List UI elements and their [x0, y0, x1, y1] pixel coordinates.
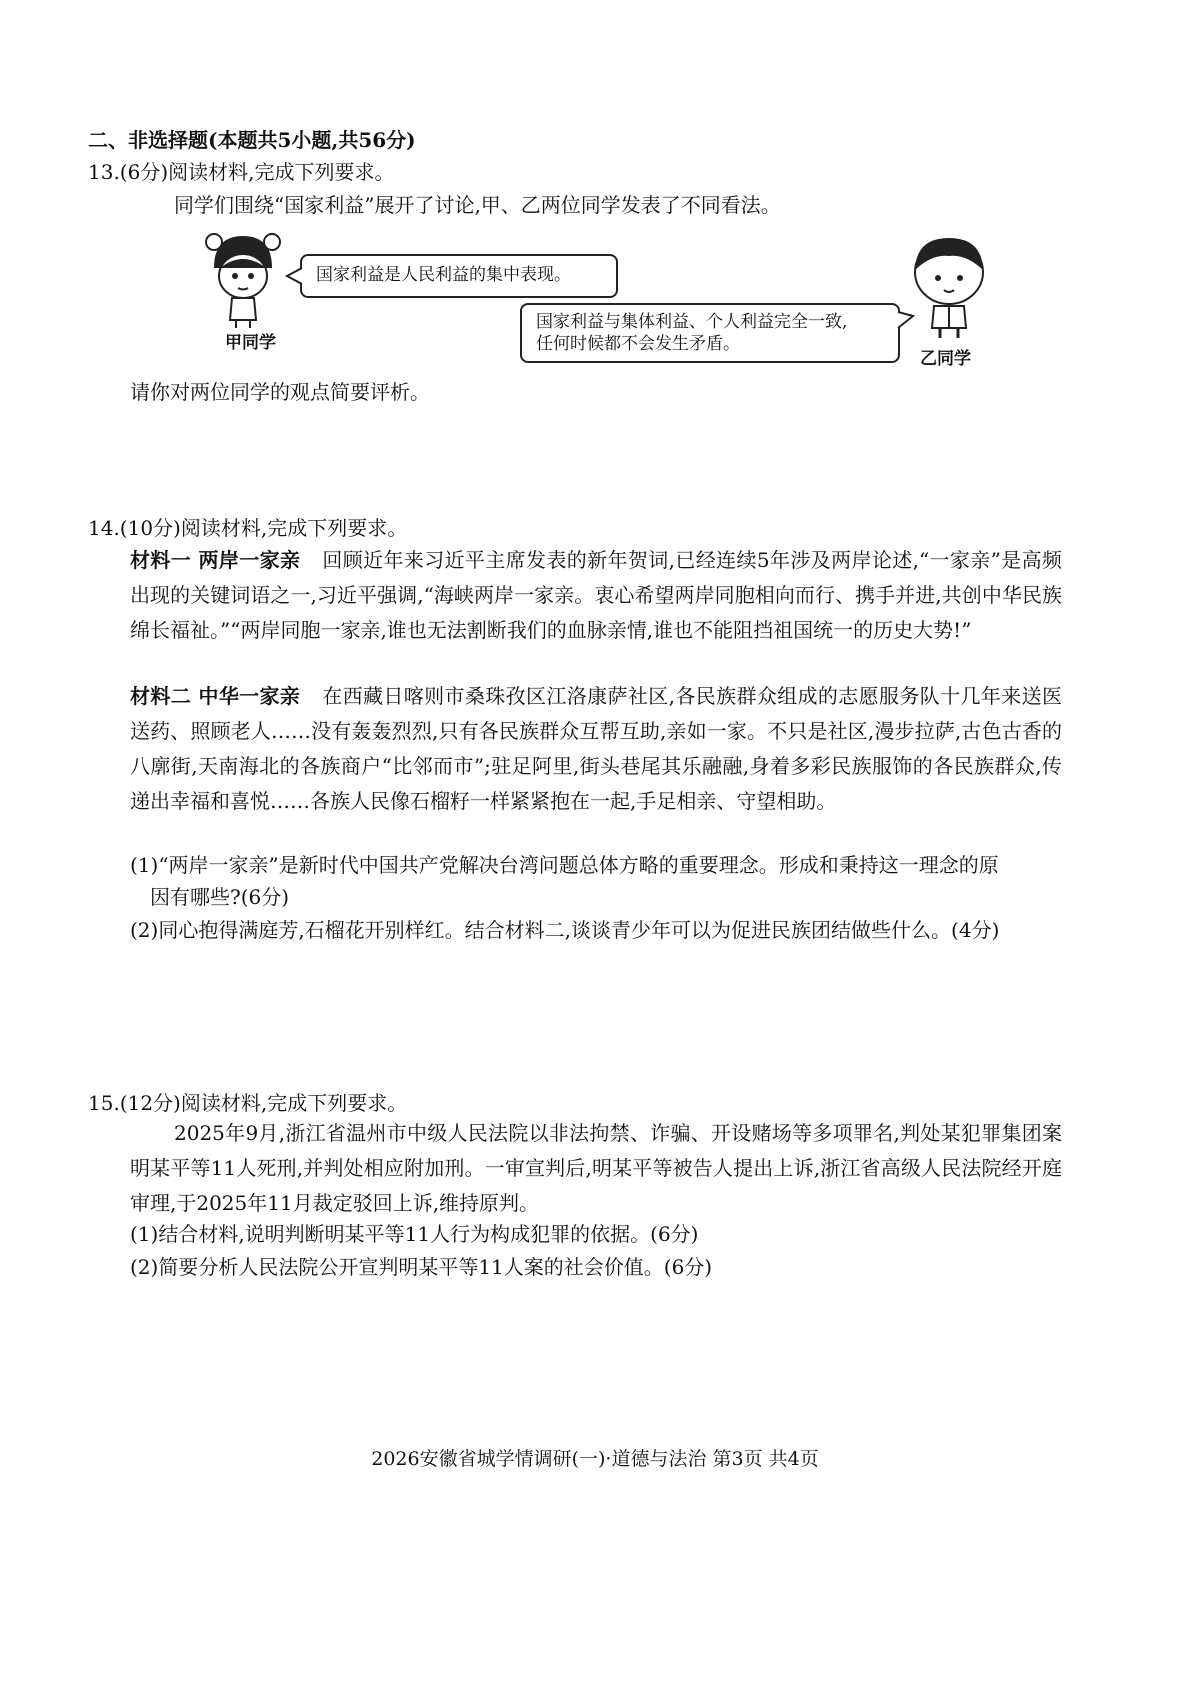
q14-material-1-text: 回顾近年来习近平主席发表的新年贺词,已经连续5年涉及两岸论述,“一家亲”是高频出现的关键词语之一,习近平强调,“海峡两岸一家亲。衷心希望两岸同胞相向而行、携手并进,共创中华民族绵长福祉。”“两岸同胞一家亲,谁也无法割断我们的血脉亲情,谁也不能阻挡祖国统一的历史大势!”	[130, 548, 1063, 642]
q14-material-2	[130, 679, 1062, 819]
q13-question: 请你对两位同学的观点简要评析。	[130, 380, 430, 404]
student-a-name: 甲同学	[225, 333, 276, 353]
q14-header: 14.(10分)阅读材料,完成下列要求。	[88, 516, 408, 540]
q14-material-1-label: 材料一 两岸一家亲	[130, 548, 301, 572]
student-b-speech-bubble	[520, 303, 900, 363]
q14-material-1	[130, 543, 1062, 648]
section-heading: 二、非选择题(本题共5小题,共56分)	[88, 128, 416, 152]
q14-subquestion-2: (2)同心抱得满庭芳,石榴花开别样红。结合材料二,谈谈青少年可以为促进民族团结做些什么。(4分)	[130, 918, 1000, 942]
q14-subquestion-1-line2: 因有哪些?(6分)	[150, 885, 290, 909]
q14-material-2-text: 在西藏日喀则市桑珠孜区江洛康萨社区,各民族群众组成的志愿服务队十几年来送医送药、照顾老人……没有轰轰烈烈,只有各民族群众互帮互助,亲如一家。不只是社区,漫步拉萨,古色古香的八廓街,天南海北的各族商户“比邻而市”;驻足阿里,街头巷尾其乐融融,身着多彩民族服饰的各民族群众,传递出幸福和喜悦……各族人民像石榴籽一样紧紧抱在一起,手足相亲、守望相助。	[130, 684, 1063, 813]
page-footer: 2026安徽省城学情调研(一)·道德与法治 第3页 共4页	[371, 1448, 819, 1470]
student-b-speech-line2: 任何时候都不会发生矛盾。	[536, 334, 740, 354]
q15-header: 15.(12分)阅读材料,完成下列要求。	[88, 1091, 408, 1115]
q15-material: 2025年9月,浙江省温州市中级人民法院以非法拘禁、诈骗、开设赌场等多项罪名,判处某犯罪集团案明某平等11人死刑,并判处相应附加刑。一审宣判后,明某平等被告人提出上诉,浙江省高级人民法院经开庭审理,于2025年11月裁定驳回上诉,维持原判。	[130, 1121, 1062, 1215]
q13-header: 13.(6分)阅读材料,完成下列要求。	[88, 160, 395, 184]
student-a-illustration	[200, 228, 290, 328]
student-a-speech-bubble	[300, 254, 618, 298]
student-b-speech-line1: 国家利益与集体利益、个人利益完全一致,	[536, 312, 848, 332]
speech-bubble-a-tail	[286, 266, 302, 286]
q15-subquestion-2: (2)简要分析人民法院公开宣判明某平等11人案的社会价值。(6分)	[130, 1255, 713, 1279]
student-b-illustration	[904, 232, 994, 342]
student-b-name: 乙同学	[920, 349, 971, 369]
q14-material-2-label: 材料二 中华一家亲	[130, 684, 301, 708]
student-a-speech: 国家利益是人民利益的集中表现。	[316, 265, 571, 285]
q15-subquestion-1: (1)结合材料,说明判断明某平等11人行为构成犯罪的依据。(6分)	[130, 1222, 699, 1246]
q13-intro: 同学们围绕“国家利益”展开了讨论,甲、乙两位同学发表了不同看法。	[174, 193, 781, 217]
q14-subquestion-1-line1: (1)“两岸一家亲”是新时代中国共产党解决台湾问题总体方略的重要理念。形成和秉持这一理念的原	[130, 853, 999, 877]
